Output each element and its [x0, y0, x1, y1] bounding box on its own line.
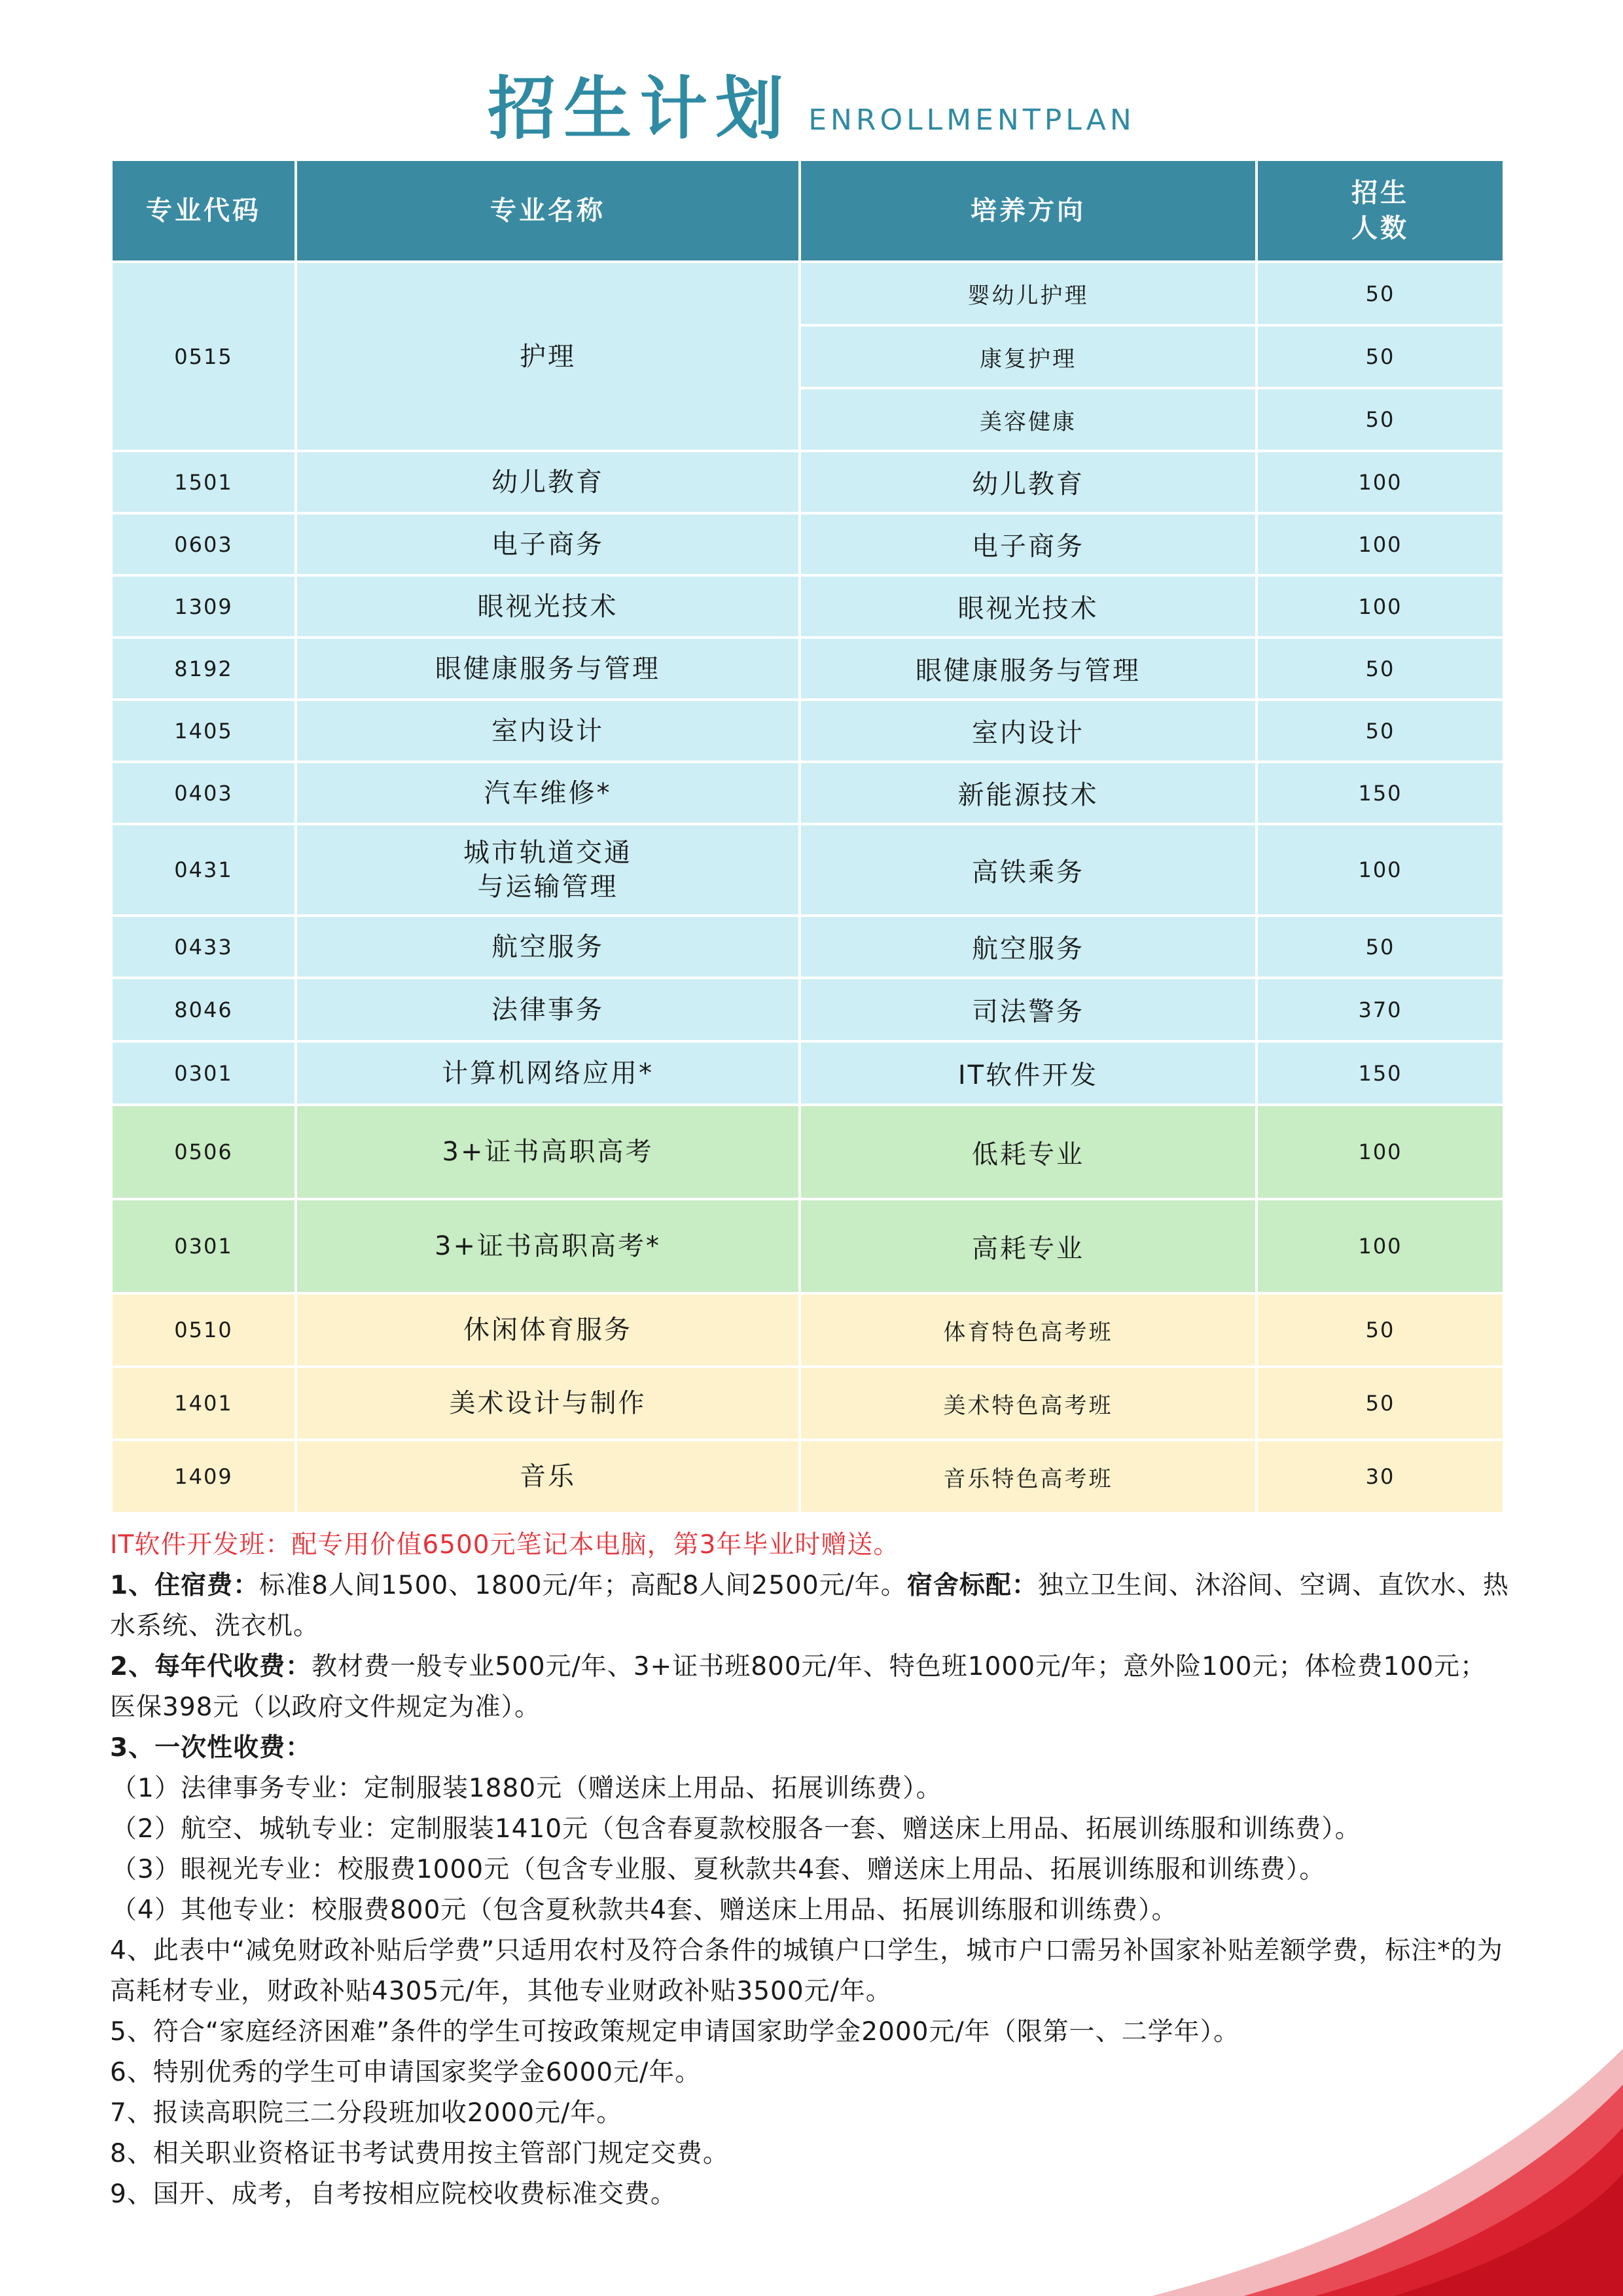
- table-row: [111, 1293, 1504, 1367]
- note-one-time-fees: [110, 1728, 1510, 1768]
- title-chinese: 招生计划: [488, 69, 792, 149]
- table-header-row: [111, 160, 1504, 262]
- table-row: [111, 916, 1504, 978]
- cell-count: 50: [1257, 388, 1504, 451]
- table-row: [111, 1105, 1504, 1199]
- cell-direction: 康复护理: [800, 325, 1257, 388]
- table-row: [111, 978, 1504, 1041]
- cell-code: 0603: [111, 513, 296, 575]
- cell-name: 汽车维修*: [296, 762, 800, 824]
- cell-name: [296, 824, 800, 916]
- cell-name: 美术设计与制作: [296, 1367, 800, 1440]
- header-name: 专业名称: [296, 160, 800, 262]
- cell-count: 50: [1257, 916, 1504, 978]
- note-item: 7、报读高职院三二分段班加收2000元/年。: [110, 2098, 623, 2128]
- cell-name-line1: 城市轨道交通: [463, 838, 632, 868]
- table-row: [111, 700, 1504, 762]
- cell-name: 休闲体育服务: [296, 1293, 800, 1367]
- table-row: [111, 513, 1504, 575]
- note-item: 5、符合“家庭经济困难”条件的学生可按政策规定申请国家助学金2000元/年（限第一、二学年）。: [110, 2017, 1240, 2047]
- cell-count: 30: [1257, 1440, 1504, 1513]
- cell-count: 50: [1257, 700, 1504, 762]
- header-count-line1: 招生: [1351, 178, 1409, 208]
- cell-count: 100: [1257, 575, 1504, 637]
- cell-code: 1501: [111, 451, 296, 513]
- cell-count: 100: [1257, 824, 1504, 916]
- cell-name-line2: 与运输管理: [477, 872, 618, 902]
- cell-direction: 美术特色高考班: [800, 1367, 1257, 1440]
- cell-code: 1405: [111, 700, 296, 762]
- cell-direction: 音乐特色高考班: [800, 1440, 1257, 1513]
- cell-name: 眼健康服务与管理: [296, 637, 800, 700]
- table-row: [111, 1199, 1504, 1293]
- table-row: [111, 637, 1504, 700]
- fee-notes: [110, 1525, 1510, 2215]
- cell-name: 室内设计: [296, 700, 800, 762]
- note-2-label: 2、每年代收费：: [110, 1652, 312, 1681]
- note-item: 6、特别优秀的学生可申请国家奖学金6000元/年。: [110, 2058, 702, 2087]
- cell-name: 护理: [296, 262, 800, 451]
- cell-direction: 高铁乘务: [800, 824, 1257, 916]
- cell-direction: 低耗专业: [800, 1105, 1257, 1199]
- note-3-item: （2）航空、城轨专业：定制服装1410元（包含春夏款校服各一套、赠送床上用品、拓展训练服和训练费）。: [111, 1814, 1361, 1844]
- cell-name: 法律事务: [296, 978, 800, 1041]
- cell-code: 0301: [111, 1041, 296, 1105]
- header-code: 专业代码: [111, 160, 296, 262]
- cell-direction: 幼儿教育: [800, 451, 1257, 513]
- header-direction: 培养方向: [800, 160, 1257, 262]
- cell-direction: 航空服务: [800, 916, 1257, 978]
- table-row: [111, 575, 1504, 637]
- cell-code: 0515: [111, 262, 296, 451]
- cell-direction: 高耗专业: [800, 1199, 1257, 1293]
- cell-code: 0403: [111, 762, 296, 824]
- cell-direction: 婴幼儿护理: [800, 262, 1257, 325]
- cell-name: 音乐: [296, 1440, 800, 1513]
- cell-name: 幼儿教育: [296, 451, 800, 513]
- cell-code: 0433: [111, 916, 296, 978]
- cell-count: 100: [1257, 1105, 1504, 1199]
- cell-count: 100: [1257, 513, 1504, 575]
- note-accommodation: [110, 1566, 1510, 1647]
- cell-direction: 美容健康: [800, 388, 1257, 451]
- cell-count: 150: [1257, 1041, 1504, 1105]
- note-3-label: 3、一次性收费：: [110, 1733, 312, 1763]
- note-1-label-2: 宿舍标配：: [906, 1571, 1038, 1600]
- note-1-label: 1、住宿费：: [110, 1571, 260, 1600]
- table-row: [111, 451, 1504, 513]
- cell-direction: IT软件开发: [800, 1041, 1257, 1105]
- table-row: [111, 824, 1504, 916]
- note-3-item: （3）眼视光专业：校服费1000元（包含专业服、夏秋款共4套、赠送床上用品、拓展训练服和训练费）。: [111, 1855, 1326, 1884]
- cell-name: 眼视光技术: [296, 575, 800, 637]
- cell-code: 0431: [111, 824, 296, 916]
- header-count: [1257, 160, 1504, 262]
- cell-direction: 司法警务: [800, 978, 1257, 1041]
- note-2-text: 教材费一般专业500元/年、3+证书班800元/年、特色班1000元/年；意外险100元；体检费100元；医保398元（以政府文件规定为准）。: [110, 1652, 1487, 1722]
- cell-name: 3+证书高职高考*: [296, 1199, 800, 1293]
- note-annual-fees: [110, 1647, 1510, 1728]
- enrollment-table: [110, 158, 1505, 1515]
- cell-code: 0510: [111, 1293, 296, 1367]
- cell-count: 50: [1257, 1293, 1504, 1367]
- note-1-text-2: 独立卫生间、沐浴间、空调、直饮水、热水系统、洗衣机。: [110, 1571, 1509, 1641]
- cell-name: 3+证书高职高考: [296, 1105, 800, 1199]
- cell-count: 50: [1257, 262, 1504, 325]
- header-count-line2: 人数: [1351, 213, 1409, 243]
- note-1-text: 标准8人间1500、1800元/年；高配8人间2500元/年。: [259, 1571, 907, 1600]
- note-item: 8、相关职业资格证书考试费用按主管部门规定交费。: [110, 2139, 729, 2168]
- cell-count: 50: [1257, 325, 1504, 388]
- cell-direction: 体育特色高考班: [800, 1293, 1257, 1367]
- cell-direction: 电子商务: [800, 513, 1257, 575]
- cell-code: 1309: [111, 575, 296, 637]
- cell-count: 100: [1257, 1199, 1504, 1293]
- cell-direction: 室内设计: [800, 700, 1257, 762]
- note-3-item: （1）法律事务专业：定制服装1880元（赠送床上用品、拓展训练费）。: [111, 1774, 942, 1803]
- cell-direction: 新能源技术: [800, 762, 1257, 824]
- cell-direction: 眼视光技术: [800, 575, 1257, 637]
- cell-count: 50: [1257, 637, 1504, 700]
- cell-code: 8192: [111, 637, 296, 700]
- table-row: [111, 1367, 1504, 1440]
- it-class-note: IT软件开发班：配专用价值6500元笔记本电脑，第3年毕业时赠送。: [110, 1530, 900, 1560]
- table-row: [111, 1041, 1504, 1105]
- table-row: [111, 762, 1504, 824]
- cell-count: 370: [1257, 978, 1504, 1041]
- cell-code: 1401: [111, 1367, 296, 1440]
- cell-direction: 眼健康服务与管理: [800, 637, 1257, 700]
- cell-name: 电子商务: [296, 513, 800, 575]
- table-row: [111, 262, 1504, 325]
- note-item: 4、此表中“减免财政补贴后学费”只适用农村及符合条件的城镇户口学生，城市户口需另补国家补贴差额学费，标注*的为高耗材专业，财政补贴4305元/年，其他专业财政补贴3500元/年。: [110, 1936, 1503, 2006]
- cell-code: 1409: [111, 1440, 296, 1513]
- cell-code: 0301: [111, 1199, 296, 1293]
- table-row: [111, 1440, 1504, 1513]
- note-item: 9、国开、成考，自考按相应院校收费标准交费。: [110, 2179, 677, 2209]
- cell-name: 计算机网络应用*: [296, 1041, 800, 1105]
- title-english: ENROLLMENTPLAN: [808, 103, 1135, 137]
- cell-count: 100: [1257, 451, 1504, 513]
- note-3-item: （4）其他专业：校服费800元（包含夏秋款共4套、赠送床上用品、拓展训练服和训练费）。: [111, 1895, 1178, 1925]
- page-title: [0, 58, 1623, 149]
- cell-count: 50: [1257, 1367, 1504, 1440]
- cell-name: 航空服务: [296, 916, 800, 978]
- cell-code: 8046: [111, 978, 296, 1041]
- cell-code: 0506: [111, 1105, 296, 1199]
- cell-count: 150: [1257, 762, 1504, 824]
